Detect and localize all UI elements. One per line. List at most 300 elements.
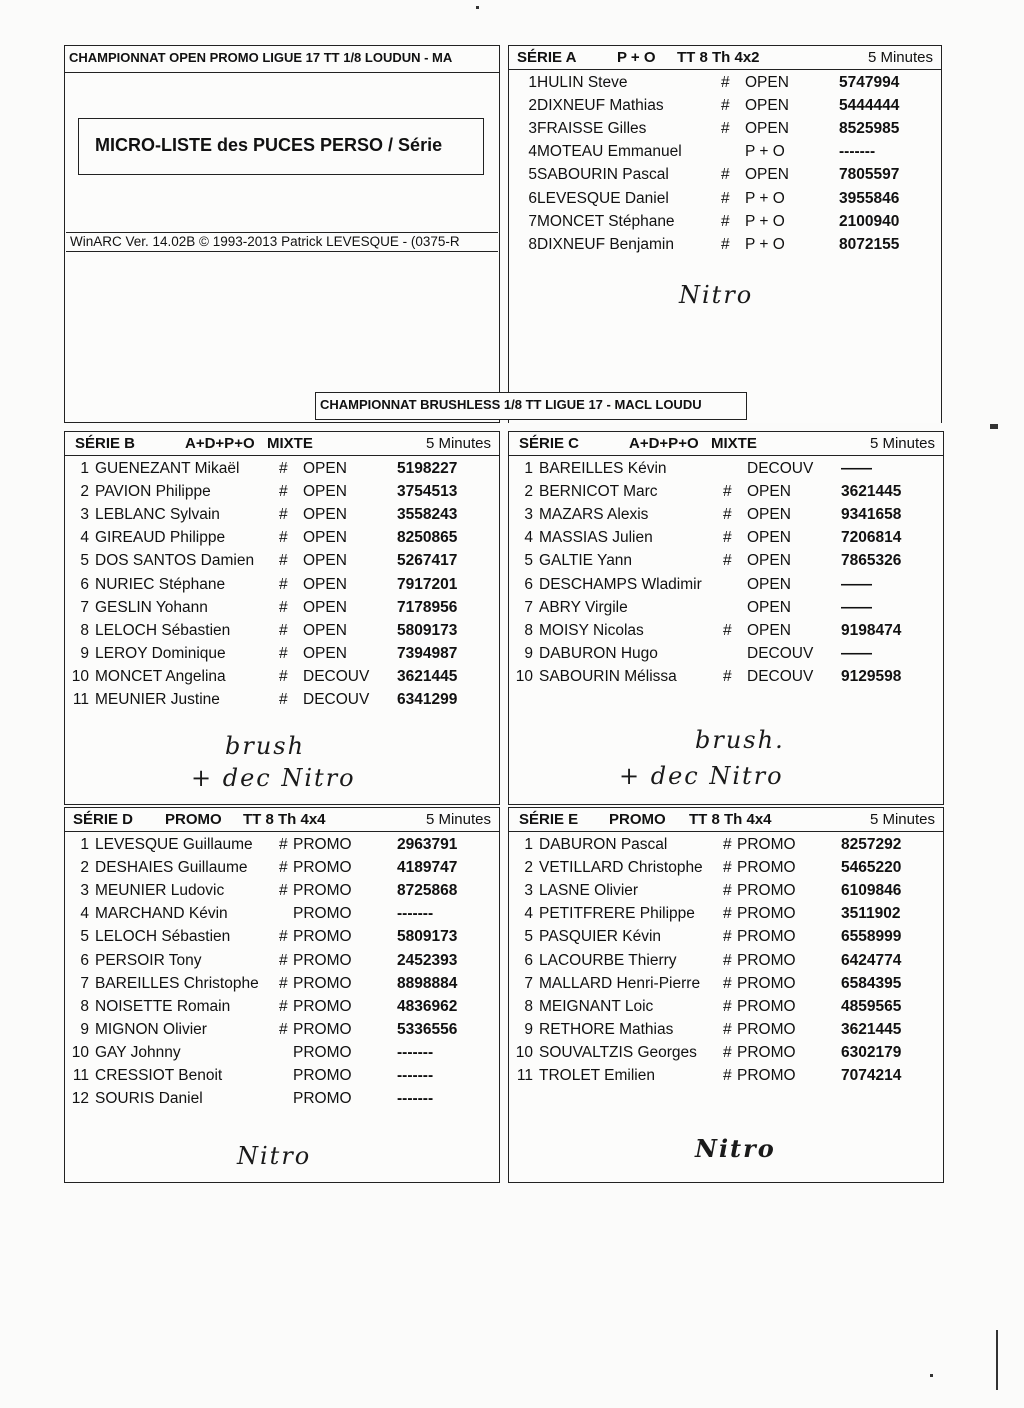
- driver-class: PROMO: [293, 882, 352, 900]
- chip-mark: #: [721, 97, 730, 115]
- driver-name: SOUVALTZIS Georges: [539, 1043, 697, 1061]
- table-row: [65, 1067, 499, 1090]
- center-title-text: CHAMPIONNAT BRUSHLESS 1/8 TT LIGUE 17 - MACL LOUDU: [320, 397, 702, 412]
- chip-code: 3621445: [841, 483, 902, 501]
- chip-code: 6341299: [397, 691, 458, 708]
- chip-code: 7805597: [839, 166, 900, 184]
- driver-class: PROMO: [737, 997, 796, 1015]
- serie-c-header: [509, 432, 943, 456]
- chip-mark: #: [279, 598, 288, 616]
- row-number: 1: [524, 836, 533, 853]
- driver-name: MEIGNANT Loic: [539, 997, 654, 1015]
- table-row: [509, 213, 941, 236]
- chip-code: 8257292: [841, 836, 902, 853]
- serie-a-category: P + O: [617, 49, 656, 66]
- driver-name: LEVESQUE Daniel: [537, 189, 669, 207]
- table-row: [509, 836, 943, 859]
- row-number: 7: [524, 598, 533, 616]
- driver-name: GESLIN Yohann: [95, 598, 208, 616]
- table-row: [65, 975, 499, 998]
- row-number: 8: [524, 997, 533, 1015]
- table-row: [509, 483, 943, 506]
- chip-code: 6302179: [841, 1043, 902, 1061]
- table-row: [509, 236, 941, 259]
- chip-code: 5809173: [397, 621, 458, 639]
- driver-class: OPEN: [747, 529, 791, 547]
- row-number: 1: [528, 74, 537, 91]
- chip-code: 3511902: [841, 905, 901, 923]
- row-number: 4: [80, 529, 89, 547]
- row-number: 8: [80, 621, 89, 639]
- chip-mark: #: [723, 1067, 732, 1084]
- row-number: 8: [528, 235, 537, 253]
- driver-class: P + O: [745, 212, 785, 230]
- driver-class: PROMO: [737, 836, 796, 853]
- driver-name: MASSIAS Julien: [539, 529, 653, 547]
- driver-class: OPEN: [747, 552, 791, 570]
- chip-mark: #: [279, 1020, 288, 1038]
- table-row: [65, 952, 499, 975]
- row-number: 1: [524, 460, 533, 477]
- row-number: 3: [80, 882, 89, 900]
- chip-mark: #: [279, 552, 288, 570]
- row-number: 9: [524, 1020, 533, 1038]
- chip-code: 4859565: [841, 997, 902, 1015]
- chip-code: -------: [839, 143, 876, 161]
- chip-code: 6558999: [841, 928, 902, 946]
- scan-speck: [990, 424, 998, 429]
- driver-class: PROMO: [293, 1067, 352, 1084]
- driver-name: CRESSIOT Benoit: [95, 1067, 223, 1084]
- table-row: [65, 905, 499, 928]
- serie-c-category: A+D+P+O: [629, 435, 699, 452]
- driver-name: GUENEZANT Mikaël: [95, 460, 240, 477]
- chip-code: ——: [841, 575, 872, 593]
- table-row: [509, 120, 941, 143]
- chip-mark: #: [279, 859, 288, 877]
- chip-mark: #: [723, 506, 732, 524]
- driver-class: PROMO: [737, 1067, 796, 1084]
- row-number: 5: [524, 928, 533, 946]
- chip-code: -------: [397, 1043, 434, 1061]
- driver-class: PROMO: [737, 1043, 796, 1061]
- row-number: 10: [515, 1043, 533, 1061]
- row-number: 5: [528, 166, 537, 184]
- driver-name: PASQUIER Kévin: [539, 928, 662, 946]
- row-number: 5: [80, 552, 89, 570]
- chip-code: 5267417: [397, 552, 458, 570]
- serie-a-desc: TT 8 Th 4x2: [677, 49, 760, 66]
- table-row: [65, 506, 499, 529]
- serie-d-note: Nitro: [237, 1142, 312, 1170]
- driver-name: NOISETTE Romain: [95, 997, 231, 1015]
- chip-mark: #: [279, 575, 288, 593]
- chip-code: ——: [841, 644, 872, 662]
- serie-d-duration: 5 Minutes: [425, 811, 491, 828]
- driver-class: DECOUV: [747, 667, 814, 685]
- chip-mark: #: [279, 529, 288, 547]
- row-number: 2: [524, 859, 533, 877]
- chip-code: 3621445: [397, 667, 458, 685]
- row-number: 9: [80, 644, 89, 662]
- chip-mark: #: [721, 166, 730, 184]
- driver-class: OPEN: [745, 97, 789, 115]
- serie-a-duration: 5 Minutes: [867, 49, 933, 66]
- table-row: [509, 668, 943, 691]
- chip-code: 8250865: [397, 529, 458, 547]
- driver-class: P + O: [745, 235, 785, 253]
- scan-edge: [996, 1330, 998, 1390]
- table-row: [509, 599, 943, 622]
- serie-a-note: Nitro: [679, 281, 754, 309]
- driver-class: P + O: [745, 143, 785, 161]
- driver-name: LEROY Dominique: [95, 644, 226, 662]
- table-row: [65, 1090, 499, 1113]
- driver-name: PETITFRERE Philippe: [539, 905, 695, 923]
- table-row: [65, 460, 499, 483]
- driver-name: VETILLARD Christophe: [539, 859, 703, 877]
- chip-code: ——: [841, 598, 872, 616]
- driver-class: DECOUV: [747, 644, 814, 662]
- table-row: [65, 1044, 499, 1067]
- chip-mark: #: [723, 1043, 732, 1061]
- winarc-text: WinARC Ver. 14.02B © 1993-2013 Patrick LEVESQUE - (0375-R: [70, 234, 460, 249]
- row-number: 7: [80, 598, 89, 616]
- chip-code: -------: [397, 1067, 434, 1084]
- chip-code: 7178956: [397, 598, 458, 616]
- table-row: [509, 506, 943, 529]
- driver-name: DESHAIES Guillaume: [95, 859, 248, 877]
- serie-b-note2: + dec Nitro: [191, 764, 356, 792]
- serie-c-name: SÉRIE C: [519, 435, 580, 452]
- serie-e-category: PROMO: [609, 811, 666, 828]
- row-number: 11: [72, 691, 89, 708]
- row-number: 3: [524, 506, 533, 524]
- row-number: 7: [80, 974, 89, 992]
- table-row: [65, 483, 499, 506]
- row-number: 5: [524, 552, 533, 570]
- serie-b-duration: 5 Minutes: [425, 435, 491, 452]
- chip-mark: #: [723, 621, 732, 639]
- serie-c-note2: + dec Nitro: [619, 762, 784, 790]
- chip-code: -------: [397, 905, 434, 923]
- row-number: 8: [524, 621, 533, 639]
- serie-a-panel: [508, 45, 942, 423]
- row-number: 10: [71, 667, 89, 685]
- driver-name: MIGNON Olivier: [95, 1020, 207, 1038]
- driver-name: LELOCH Sébastien: [95, 928, 231, 946]
- table-row: [65, 599, 499, 622]
- chip-mark: #: [279, 460, 288, 477]
- driver-class: PROMO: [293, 1020, 352, 1038]
- chip-code: 3621445: [841, 1020, 902, 1038]
- serie-b-category: A+D+P+O: [185, 435, 255, 452]
- driver-name: BERNICOT Marc: [539, 483, 658, 501]
- center-title: [315, 392, 747, 420]
- chip-code: ——: [841, 460, 872, 477]
- driver-class: P + O: [745, 189, 785, 207]
- driver-class: PROMO: [737, 951, 796, 969]
- driver-name: SABOURIN Mélissa: [539, 667, 677, 685]
- table-row: [65, 576, 499, 599]
- chip-code: 7206814: [841, 529, 902, 547]
- chip-code: 5465220: [841, 859, 902, 877]
- serie-a-header: [509, 46, 941, 70]
- driver-name: RETHORE Mathias: [539, 1020, 674, 1038]
- table-row: [509, 576, 943, 599]
- chip-code: 5809173: [397, 928, 458, 946]
- driver-name: GIREAUD Philippe: [95, 529, 226, 547]
- table-row: [509, 460, 943, 483]
- chip-code: 2963791: [397, 836, 458, 853]
- driver-name: BAREILLES Christophe: [95, 974, 259, 992]
- table-row: [509, 1067, 943, 1090]
- chip-code: 6109846: [841, 882, 902, 900]
- chip-mark: #: [723, 928, 732, 946]
- chip-mark: #: [723, 529, 732, 547]
- driver-class: PROMO: [293, 859, 352, 877]
- chip-code: 2452393: [397, 951, 458, 969]
- chip-code: 3955846: [839, 189, 900, 207]
- row-number: 1: [80, 460, 89, 477]
- row-number: 7: [528, 212, 537, 230]
- chip-mark: #: [279, 928, 288, 946]
- driver-name: NURIEC Stéphane: [95, 575, 226, 593]
- chip-code: 3754513: [397, 483, 458, 501]
- chip-mark: #: [723, 997, 732, 1015]
- row-number: 2: [528, 97, 537, 115]
- serie-b-desc: MIXTE: [267, 435, 313, 452]
- chip-mark: #: [721, 189, 730, 207]
- driver-name: MOTEAU Emmanuel: [537, 143, 682, 161]
- chip-code: 2100940: [839, 212, 900, 230]
- driver-class: PROMO: [293, 1090, 352, 1108]
- chip-code: 6424774: [841, 951, 902, 969]
- table-row: [65, 691, 499, 714]
- chip-code: 7394987: [397, 644, 458, 662]
- driver-name: ABRY Virgile: [539, 598, 628, 616]
- serie-c-note1: brush.: [695, 726, 785, 754]
- driver-class: OPEN: [303, 529, 347, 547]
- chip-code: 9341658: [841, 506, 902, 524]
- chip-code: 5444444: [839, 97, 900, 115]
- row-number: 6: [524, 951, 533, 969]
- table-row: [509, 1021, 943, 1044]
- serie-e-header: [509, 808, 943, 832]
- serie-c-desc: MIXTE: [711, 435, 757, 452]
- row-number: 11: [516, 1067, 533, 1084]
- driver-name: LEVESQUE Guillaume: [95, 836, 253, 853]
- driver-class: DECOUV: [747, 460, 814, 477]
- driver-name: MONCET Angelina: [95, 667, 226, 685]
- driver-class: OPEN: [303, 598, 347, 616]
- table-row: [65, 622, 499, 645]
- row-number: 2: [80, 859, 89, 877]
- table-row: [509, 882, 943, 905]
- chip-mark: #: [721, 74, 730, 91]
- table-row: [509, 645, 943, 668]
- chip-code: 7917201: [397, 575, 458, 593]
- serie-a-name: SÉRIE A: [517, 49, 577, 66]
- driver-class: OPEN: [747, 621, 791, 639]
- table-row: [509, 552, 943, 575]
- row-number: 3: [80, 506, 89, 524]
- driver-class: OPEN: [745, 120, 789, 138]
- driver-class: PROMO: [737, 882, 796, 900]
- chip-mark: #: [723, 951, 732, 969]
- table-row: [65, 645, 499, 668]
- driver-class: PROMO: [293, 951, 352, 969]
- chip-code: 4189747: [397, 859, 458, 877]
- driver-class: OPEN: [303, 644, 347, 662]
- chip-mark: #: [723, 552, 732, 570]
- serie-e-desc: TT 8 Th 4x4: [689, 811, 772, 828]
- serie-d-name: SÉRIE D: [73, 811, 134, 828]
- table-row: [509, 622, 943, 645]
- driver-name: SOURIS Daniel: [95, 1090, 203, 1108]
- row-number: 12: [71, 1090, 89, 1108]
- table-row: [65, 882, 499, 905]
- row-number: 4: [524, 529, 533, 547]
- driver-name: DIXNEUF Mathias: [537, 97, 664, 115]
- micro-title-box: [78, 118, 484, 175]
- driver-name: MARCHAND Kévin: [95, 905, 228, 923]
- row-number: 10: [515, 667, 533, 685]
- driver-class: OPEN: [747, 506, 791, 524]
- chip-code: 8525985: [839, 120, 900, 138]
- driver-class: PROMO: [737, 928, 796, 946]
- chip-mark: #: [279, 974, 288, 992]
- driver-class: PROMO: [737, 974, 796, 992]
- row-number: 9: [80, 1020, 89, 1038]
- driver-class: OPEN: [747, 483, 791, 501]
- driver-class: OPEN: [303, 483, 347, 501]
- driver-class: OPEN: [747, 575, 791, 593]
- driver-class: PROMO: [293, 1043, 352, 1061]
- row-number: 8: [80, 997, 89, 1015]
- table-row: [65, 836, 499, 859]
- serie-d-header: [65, 808, 499, 832]
- serie-d-desc: TT 8 Th 4x4: [243, 811, 326, 828]
- chip-code: 6584395: [841, 974, 902, 992]
- driver-name: MEUNIER Ludovic: [95, 882, 225, 900]
- chip-code: 7865326: [841, 552, 902, 570]
- serie-b-header: [65, 432, 499, 456]
- table-row: [65, 1021, 499, 1044]
- chip-mark: #: [279, 951, 288, 969]
- row-number: 6: [524, 575, 533, 593]
- serie-e-panel: [508, 807, 944, 1183]
- table-row: [65, 668, 499, 691]
- chip-code: 9198474: [841, 621, 902, 639]
- row-number: 5: [80, 928, 89, 946]
- row-number: 1: [80, 836, 89, 853]
- chip-mark: #: [723, 667, 732, 685]
- driver-name: DESCHAMPS Wladimir: [539, 575, 702, 593]
- row-number: 11: [72, 1067, 89, 1084]
- row-number: 6: [528, 189, 537, 207]
- serie-e-name: SÉRIE E: [519, 811, 579, 828]
- chip-code: 7074214: [841, 1067, 902, 1084]
- driver-name: DIXNEUF Benjamin: [537, 235, 674, 253]
- driver-name: MAZARS Alexis: [539, 506, 649, 524]
- row-number: 4: [524, 905, 533, 923]
- serie-e-duration: 5 Minutes: [869, 811, 935, 828]
- chip-mark: #: [279, 836, 288, 853]
- table-row: [509, 928, 943, 951]
- driver-name: MEUNIER Justine: [95, 691, 220, 708]
- driver-name: DOS SANTOS Damien: [95, 552, 255, 570]
- driver-name: PAVION Philippe: [95, 483, 211, 501]
- row-number: 4: [528, 143, 537, 161]
- driver-class: OPEN: [303, 552, 347, 570]
- driver-name: GALTIE Yann: [539, 552, 633, 570]
- row-number: 7: [524, 974, 533, 992]
- driver-class: OPEN: [745, 74, 789, 91]
- driver-class: OPEN: [303, 506, 347, 524]
- driver-class: OPEN: [303, 575, 347, 593]
- table-row: [509, 143, 941, 166]
- driver-name: MALLARD Henri-Pierre: [539, 974, 701, 992]
- table-row: [509, 166, 941, 189]
- chip-code: 8898884: [397, 974, 458, 992]
- row-number: 6: [80, 575, 89, 593]
- table-row: [65, 998, 499, 1021]
- table-row: [509, 190, 941, 213]
- table-row: [509, 998, 943, 1021]
- driver-class: OPEN: [747, 598, 791, 616]
- table-row: [65, 928, 499, 951]
- chip-mark: #: [279, 644, 288, 662]
- driver-class: PROMO: [293, 836, 352, 853]
- scan-speck: [476, 6, 479, 9]
- serie-e-note: Nitro: [695, 1134, 776, 1163]
- chip-mark: #: [723, 483, 732, 501]
- driver-class: PROMO: [293, 997, 352, 1015]
- chip-mark: #: [279, 621, 288, 639]
- chip-code: 8725868: [397, 882, 458, 900]
- driver-class: PROMO: [737, 1020, 796, 1038]
- table-row: [509, 952, 943, 975]
- serie-c-duration: 5 Minutes: [869, 435, 935, 452]
- serie-d-category: PROMO: [165, 811, 222, 828]
- chip-mark: #: [721, 212, 730, 230]
- chip-mark: #: [279, 882, 288, 900]
- chip-mark: #: [723, 836, 732, 853]
- driver-class: DECOUV: [303, 691, 370, 708]
- table-row: [509, 529, 943, 552]
- chip-mark: #: [279, 997, 288, 1015]
- left-title-text: CHAMPIONNAT OPEN PROMO LIGUE 17 TT 1/8 LOUDUN - MA: [69, 50, 453, 65]
- chip-mark: #: [279, 483, 288, 501]
- table-row: [509, 74, 941, 97]
- row-number: 4: [80, 905, 89, 923]
- driver-name: TROLET Emilien: [539, 1067, 655, 1084]
- serie-c-panel: [508, 431, 944, 805]
- chip-code: 5747994: [839, 74, 900, 91]
- row-number: 9: [524, 644, 533, 662]
- driver-class: PROMO: [293, 905, 352, 923]
- row-number: 2: [80, 483, 89, 501]
- driver-class: PROMO: [737, 859, 796, 877]
- row-number: 3: [524, 882, 533, 900]
- chip-mark: #: [723, 859, 732, 877]
- driver-name: LACOURBE Thierry: [539, 951, 677, 969]
- table-row: [65, 552, 499, 575]
- driver-name: MONCET Stéphane: [537, 212, 675, 230]
- driver-class: PROMO: [293, 928, 352, 946]
- chip-mark: #: [723, 1020, 732, 1038]
